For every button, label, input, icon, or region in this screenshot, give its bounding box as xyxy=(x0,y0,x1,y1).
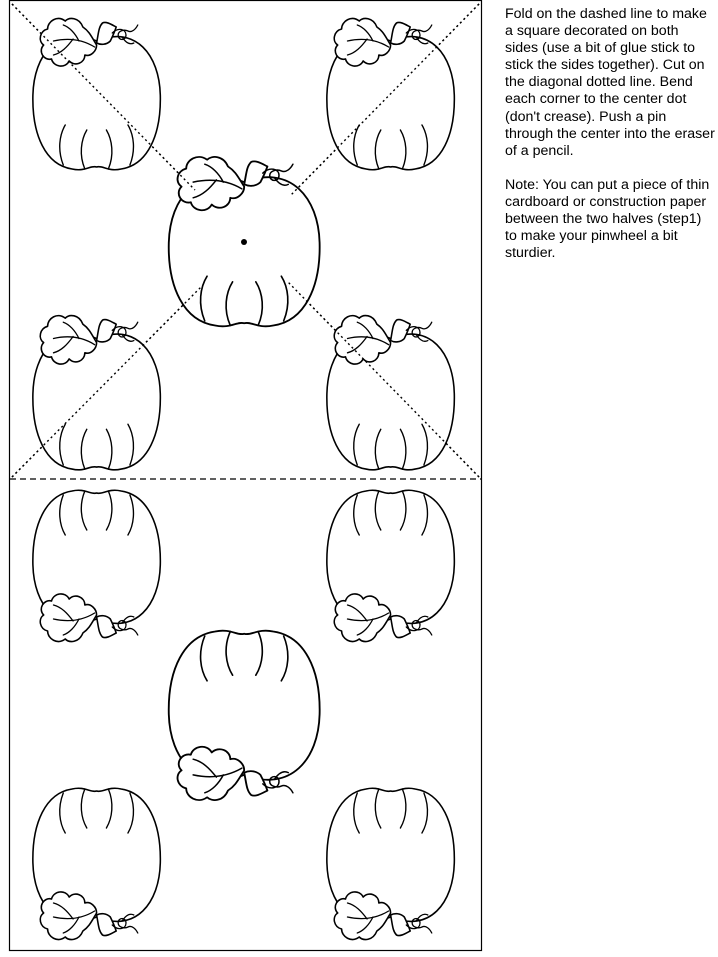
note-paragraph: Note: You can put a piece of thin cardboard or construction paper between the two halves (step1) to make your pinwheel a bit sturdier. xyxy=(505,176,710,262)
pumpkin-icon xyxy=(327,490,454,641)
pumpkin-icon xyxy=(33,316,160,470)
pumpkin-icon xyxy=(327,316,454,470)
pumpkin-icon xyxy=(33,19,160,170)
pumpkin-icon xyxy=(327,788,454,939)
center-dot-icon xyxy=(241,239,247,245)
pumpkin-icon xyxy=(33,490,160,641)
instructions-paragraph: Fold on the dashed line to make a square decorated on both sides (use a bit of glue stick to stick the sides together). Cut on the diagonal dotted line. Bend each corner to the center dot (don't crease). Push a pin through the center into the eraser of a pencil. xyxy=(505,6,715,159)
instructions-panel xyxy=(505,6,715,279)
pumpkin-icon xyxy=(33,788,160,939)
pumpkin-icon xyxy=(169,631,320,800)
